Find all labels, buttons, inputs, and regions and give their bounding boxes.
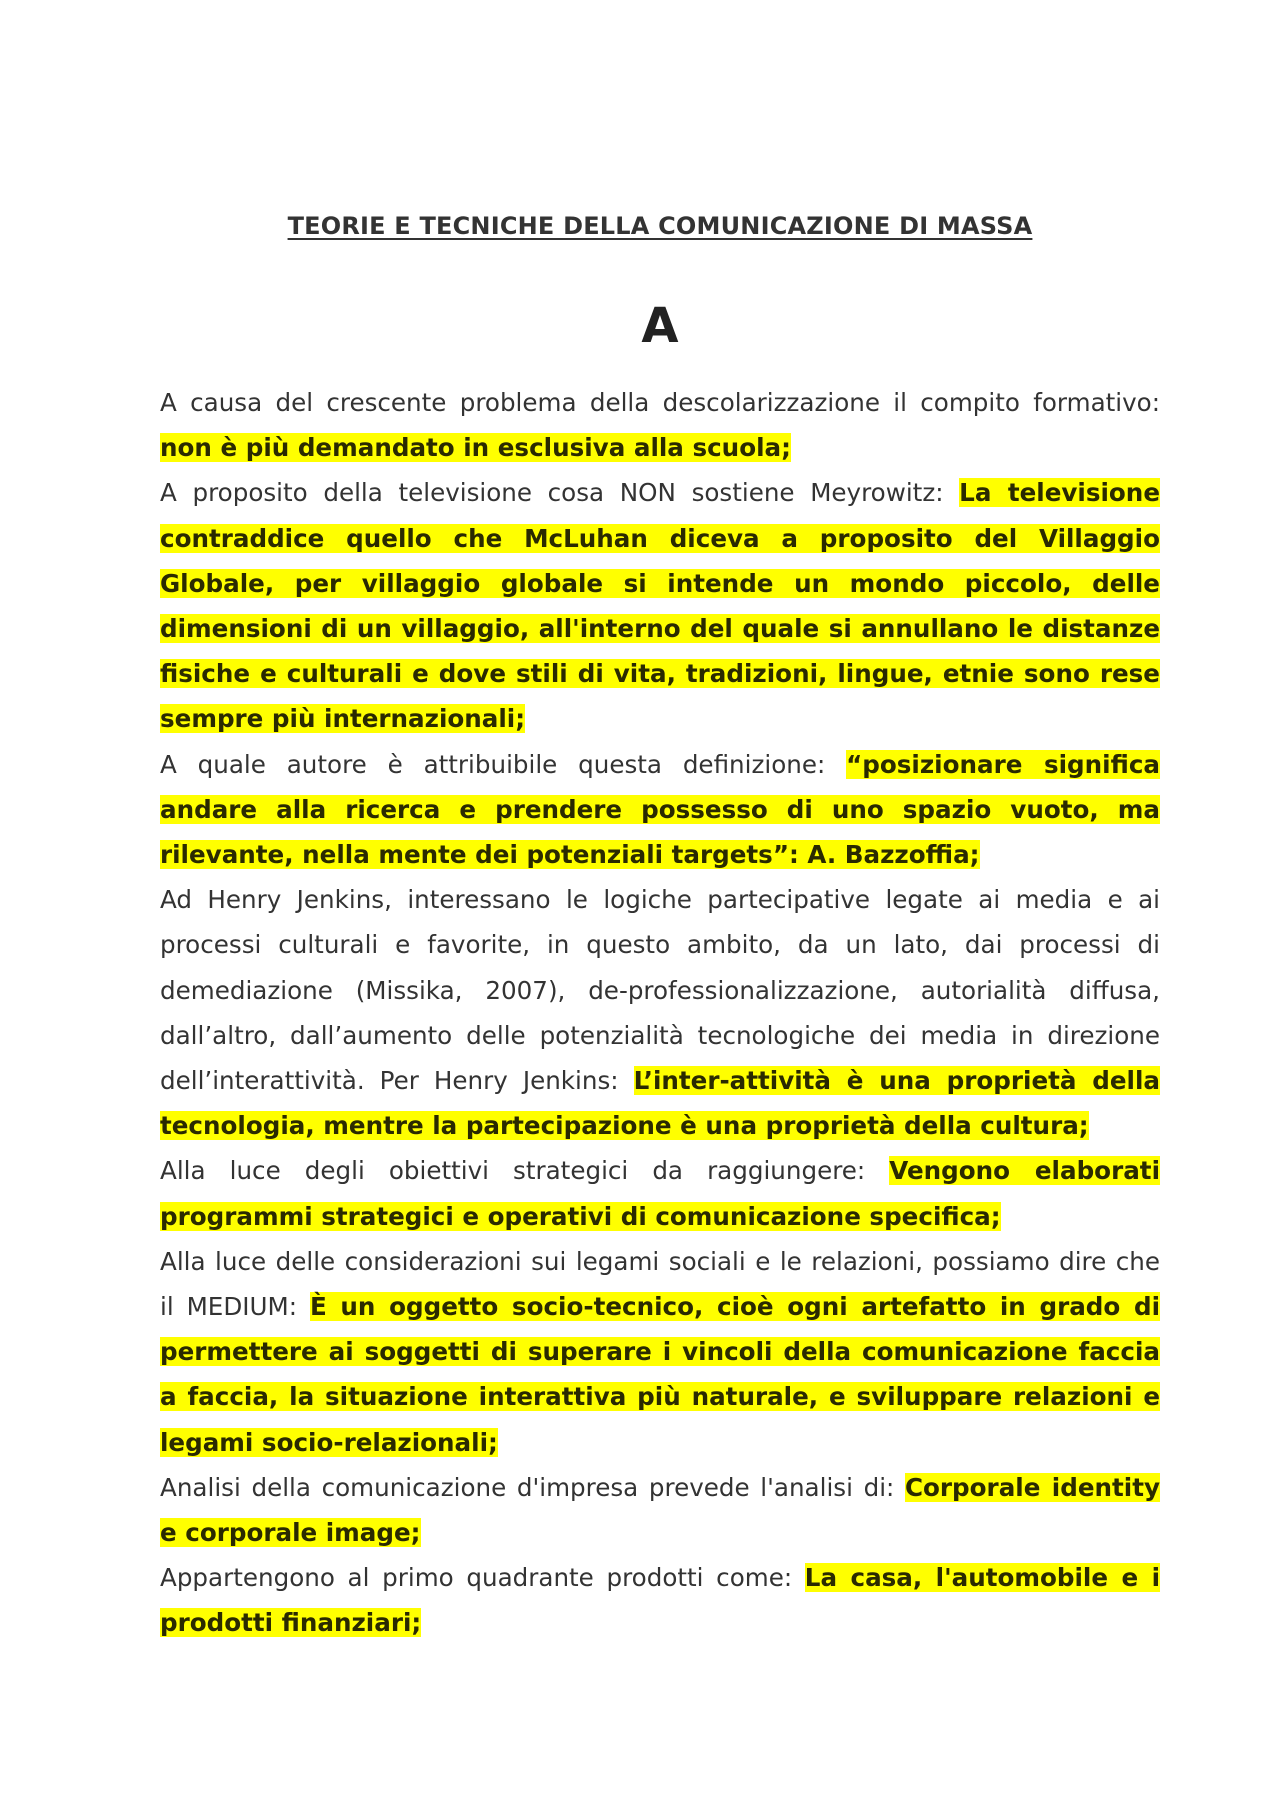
list-item — [160, 380, 1160, 470]
highlighted-answer: L’inter-attività è una proprietà della tecnologia, mentre la partecipazione è una proprietà della cultura; — [160, 1066, 1160, 1141]
highlighted-answer: La casa, l'automobile e i prodotti finanziari; — [160, 1563, 1161, 1638]
list-item — [160, 1555, 1160, 1645]
document-page — [160, 0, 1160, 1811]
highlighted-answer: È un oggetto socio-tecnico, cioè ogni artefatto in grado di permettere ai soggetti di superare i vincoli della comunicazione faccia a faccia, la situazione interattiva più naturale, e sviluppare relazioni e legami socio-relazionali; — [160, 1292, 1160, 1457]
section-letter-heading: A — [641, 298, 679, 354]
list-item — [160, 1239, 1160, 1465]
list-item — [160, 742, 1160, 878]
list-item — [160, 1465, 1160, 1555]
highlighted-answer: “posizionare significa andare alla ricerca e prendere possesso di uno spazio vuoto, ma rilevante, nella mente dei potenziali targets”: A. Bazzoffia; — [160, 749, 1160, 870]
document-title: TEORIE E TECNICHE DELLA COMUNICAZIONE DI MASSA — [287, 212, 1033, 240]
question-text: Ad Henry Jenkins, interessano le logiche partecipative legate ai media e ai processi culturali e favorite, in questo ambito, da un lato, dai processi di demediazione (Missika, 2007), de-professionalizzazione, autorialità diffusa, dall’altro, dall’aumento delle potenzialità tecnologiche dei media in direzione dell’interattività. Per Henry Jenkins: — [160, 885, 1160, 1096]
question-text: A proposito della televisione cosa NON sostiene Meyrowitz: — [160, 478, 960, 508]
question-text: A quale autore è attribuibile questa definizione: — [160, 749, 847, 779]
list-item — [160, 877, 1160, 1148]
highlighted-answer: La televisione contraddice quello che McLuhan diceva a proposito del Villaggio Globale, per villaggio globale si intende un mondo piccolo, delle dimensioni di un villaggio, all'interno del quale si annullano le distanze fisiche e culturali e dove stili di vita, tradizioni, lingue, etnie sono rese sempre più internazionali; — [160, 478, 1160, 734]
entries-list — [160, 380, 1160, 1646]
list-item — [160, 470, 1160, 741]
highlighted-answer: non è più demandato in esclusiva alla scuola; — [160, 433, 791, 463]
highlighted-answer: Vengono elaborati programmi strategici e operativi di comunicazione specifica; — [160, 1156, 1160, 1231]
question-text: Appartengono al primo quadrante prodotti come: — [160, 1563, 805, 1593]
question-text: Analisi della comunicazione d'impresa prevede l'analisi di: — [160, 1472, 905, 1502]
question-text: Alla luce degli obiettivi strategici da raggiungere: — [160, 1156, 890, 1186]
highlighted-answer: Corporale identity e corporale image; — [160, 1472, 1160, 1548]
question-text: A causa del crescente problema della descolarizzazione il compito formativo: — [160, 388, 1160, 417]
question-text: Alla luce delle considerazioni sui legami sociali e le relazioni, possiamo dire che il MEDIUM: — [160, 1246, 1160, 1322]
list-item — [160, 1148, 1160, 1238]
